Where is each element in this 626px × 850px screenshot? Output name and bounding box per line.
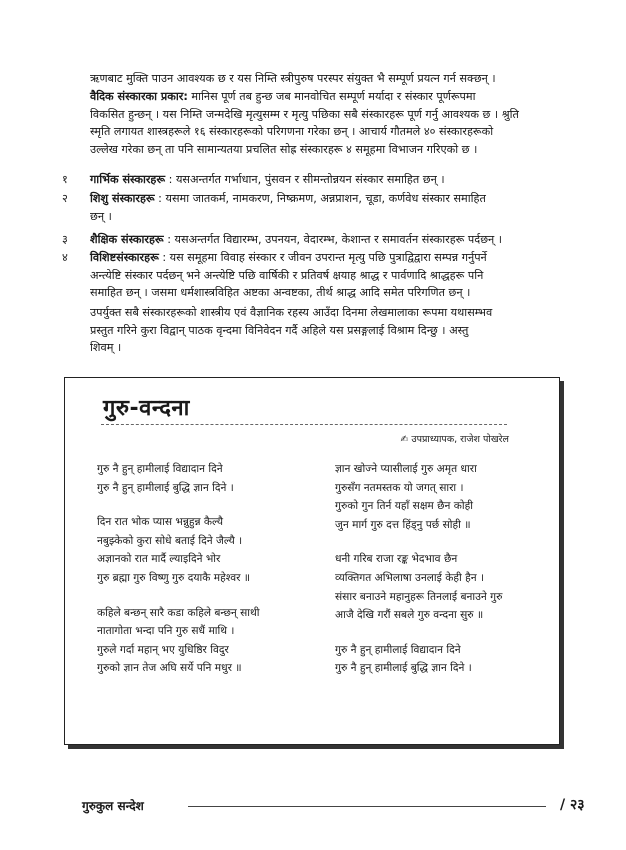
group-number: १	[62, 173, 68, 186]
group-number: २	[62, 192, 68, 205]
text-line: स्मृति लगायत शास्त्रहरूले १६ संस्कारहरूको परिगणना गरेका छन् । आचार्य गौतमले ४० संस्कारहरूको	[90, 125, 494, 139]
verse-line: धनी गरिब राजा रङ्क भेदभाव छैन	[335, 553, 458, 566]
intro-paragraph	[90, 70, 590, 88]
text-line: : यसअन्तर्गत गर्भाधान, पुंसवन र सीमन्तोन्नयन संस्कार समाहित छन् ।	[165, 173, 445, 186]
poem-left-column	[97, 460, 260, 678]
group-title: गार्भिक संस्कारहरू	[90, 173, 166, 186]
poem-box	[64, 377, 560, 745]
vedic-paragraph	[90, 88, 590, 158]
verse-line: गुरु नै हुन् हामीलाई विद्यादान दिने	[97, 463, 223, 475]
group-title: शिशु संस्कारहरू	[90, 192, 155, 205]
verse-line: गुरु नै हुन् हामीलाई विद्यादान दिने	[335, 643, 461, 656]
verse-line: गुरुले गर्दा महान् भए युधिष्ठिर विदुर	[97, 643, 229, 656]
vedic-heading: वैदिक संस्कारका प्रकार:	[90, 90, 188, 103]
verse-line: गुरु नै हुन् हामीलाई बुद्धि ज्ञान दिने ।	[335, 662, 472, 675]
page-number: / २३	[560, 797, 585, 813]
text-line: छन् ।	[90, 209, 112, 223]
verse-line: गुरु नै हुन् हामीलाई बुद्धि ज्ञान दिने ।	[97, 481, 234, 494]
poem-title: गुरु-वन्दना	[103, 396, 190, 421]
verse-line: गुरुको गुन तिर्न यहाँ सक्षम छैन कोही	[335, 500, 474, 513]
text-line: समाहित छन् । जसमा धर्मशास्त्रविहित अष्टका अन्वष्टका, तीर्थ श्राद्ध आदि समेत परिगणित छन् ।	[90, 286, 471, 300]
verse-line: जुन मार्ग गुरु दत्त हिंड्नु पर्छ सोही ॥	[335, 518, 471, 531]
verse-line: नातागोता भन्दा पनि गुरु सधैं माथि ।	[97, 625, 235, 638]
text-line: ऋणबाट मुक्ति पाउन आवश्यक छ र यस निम्ति स्त्रीपुरुष परस्पर संयुक्त भै सम्पूर्ण प्रयत्न गर्न सक्छन् ।	[90, 72, 496, 85]
group-title: विशिष्टसंस्कारहरू	[90, 251, 159, 264]
poem-right-column	[335, 460, 502, 678]
verse-line: गुरु ब्रह्मा गुरु विष्णु गुरु दयाकै महेश्वर ॥	[97, 571, 251, 584]
verse-line: कहिले बन्छन् सारै कडा कहिले बन्छन् साथी	[97, 606, 260, 619]
verse-line: आजै देखि गरौं सबले गुरु वन्दना सुरु ॥	[335, 609, 484, 622]
text-line: अन्त्येष्टि संस्कार पर्दछन् भने अन्त्येष्टि पछि वार्षिकी र प्रतिवर्ष क्षयाह श्राद्ध र पार्वणादि श्राद्धहरू पनि	[90, 268, 484, 282]
text-line: : यसअन्तर्गत विद्यारम्भ, उपनयन, वेदारम्भ, केशान्त र समावर्तन संस्कारहरू पर्दछन् ।	[163, 233, 503, 246]
verse-line: गुरुको ज्ञान तेज अघि सर्ये पनि मधुर ॥	[97, 662, 242, 675]
text-line: : यस समूहमा विवाह संस्कार र जीवन उपरान्त मृत्यु पछि पुत्राद्विद्वारा सम्पन्न गर्नुपर्ने	[158, 251, 487, 264]
text-line: उल्लेख गरेका छन् ता पनि सामान्यतया प्रचलित सोह्र संस्कारहरू ४ समूहमा विभाजन गरिएको छ ।	[90, 142, 478, 156]
group-number: ३	[62, 233, 68, 246]
closing-paragraph	[90, 304, 590, 357]
text-line: विकसित हुन्छन् । यस निम्ति जन्मदेखि मृत्युसम्म र मृत्यु पछिका सबै संस्कारहरू पूर्ण गर्नु आवश्यक छ । श्रुति	[90, 107, 519, 121]
verse-line: गुरुसँग नतमस्तक यो जगत् सारा ।	[335, 481, 464, 494]
footer-title: गुरुकुल सन्देश	[82, 799, 144, 813]
group-number: ४	[62, 251, 68, 264]
verse-line: संसार बनाउने महानुहरू तिनलाई बनाउने गुरु	[335, 590, 503, 603]
text-line: प्रस्तुत गरिने कुरा विद्वान् पाठक वृन्दमा विनिवेदन गर्दै अहिले यस प्रसङ्गलाई विश्राम दिन्छु । अस्तु	[90, 323, 469, 337]
footer-divider	[188, 806, 546, 807]
poem-author: ✍ उपप्राध्यापक, राजेश पोखरेल	[400, 434, 509, 445]
verse-line: ज्ञान खोज्ने प्यासीलाई गुरु अमृत धारा	[335, 463, 477, 475]
text-line: : यसमा जातकर्म, नामकरण, निष्क्रमण, अन्नप्राशन, चूडा, कर्णवेध संस्कार समाहित	[154, 192, 486, 205]
text-line: उपर्युक्त सबै संस्कारहरूको शास्त्रीय एवं वैज्ञानिक रहस्य आउँदा दिनमा लेखमालाका रूपमा यथासम्भव	[90, 306, 493, 319]
verse-line: अज्ञानको रात मार्दै ल्याइदिने भोर	[97, 553, 221, 566]
verse-line: व्यक्तिगत अभिलाषा उनलाई केही हैन ।	[335, 571, 484, 584]
text-line: शिवम् ।	[90, 341, 122, 355]
text-line: मानिस पूर्ण तब हुन्छ जब मानवोचित सम्पूर्ण मर्यादा र संस्कार पूर्णरूपमा	[187, 90, 476, 103]
verse-line: नबुझ्केको कुरा सोधे बताई दिने जैल्यै ।	[97, 534, 243, 547]
group-title: शैक्षिक संस्कारहरू	[90, 233, 164, 246]
title-divider	[101, 424, 507, 425]
verse-line: दिन रात भोक प्यास भन्नुहुन्न कैल्यै	[97, 516, 224, 529]
